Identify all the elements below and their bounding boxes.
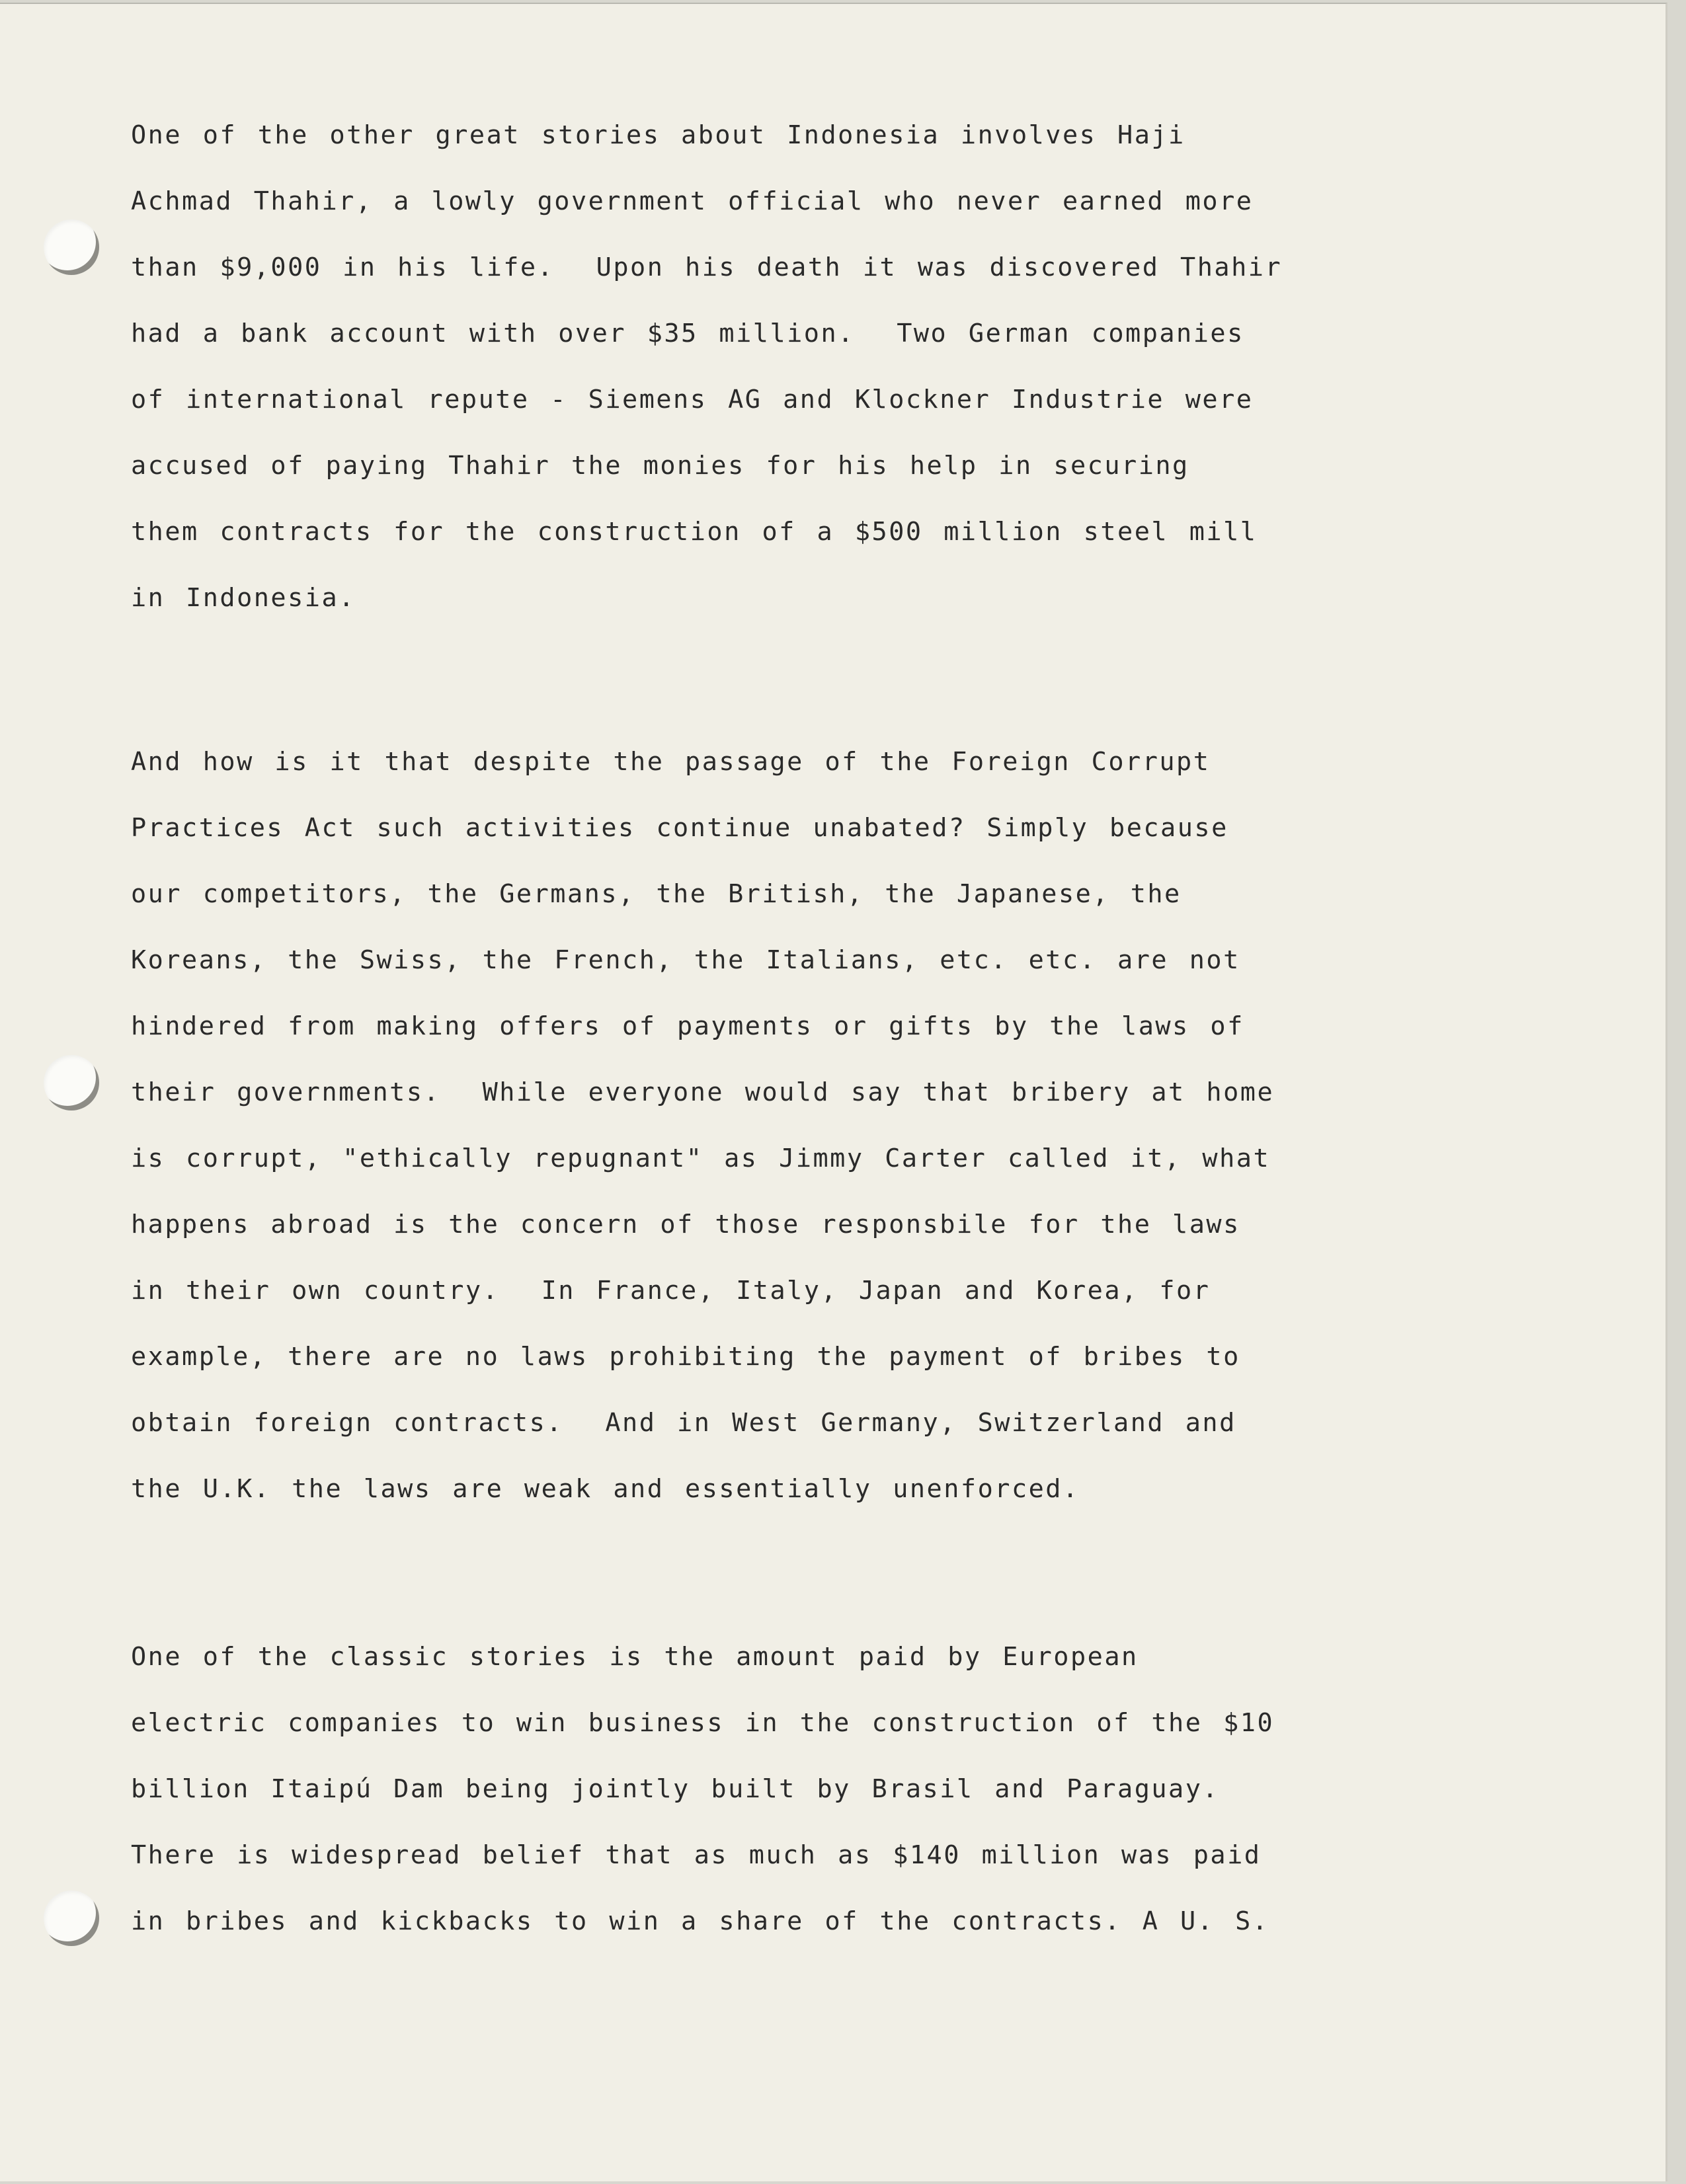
paragraph-fcpa	[131, 739, 1586, 1532]
text-line: had a bank account with over $35 million. Two German companies	[131, 319, 1244, 348]
binder-hole-bottom	[44, 1891, 99, 1946]
text-line: electric companies to win business in the construction of the $10	[131, 1708, 1275, 1738]
binder-hole-middle	[44, 1055, 99, 1111]
text-line: than $9,000 in his life. Upon his death it was discovered Thahir	[131, 253, 1283, 282]
binder-hole-top	[44, 219, 99, 275]
paragraph-itaipu	[131, 1634, 1586, 1965]
document-body	[131, 112, 1586, 1965]
text-line: There is widespread belief that as much as $140 million was paid	[131, 1840, 1262, 1870]
text-line: hindered from making offers of payments or gifts by the laws of	[131, 1011, 1244, 1041]
text-line: example, there are no laws prohibiting the payment of bribes to	[131, 1342, 1240, 1372]
text-line: our competitors, the Germans, the British, the Japanese, the	[131, 879, 1182, 909]
text-line: in Indonesia.	[131, 583, 356, 613]
text-line: obtain foreign contracts. And in West Germany, Switzerland and	[131, 1408, 1236, 1438]
text-line: And how is it that despite the passage of the Foreign Corrupt	[131, 747, 1211, 777]
text-line: Koreans, the Swiss, the French, the Italians, etc. etc. are not	[131, 945, 1240, 975]
text-line: them contracts for the construction of a $500 million steel mill	[131, 517, 1258, 547]
text-line: their governments. While everyone would say that bribery at home	[131, 1077, 1275, 1107]
text-line: in their own country. In France, Italy, Japan and Korea, for	[131, 1276, 1211, 1306]
text-line: is corrupt, "ethically repugnant" as Jimmy Carter called it, what	[131, 1144, 1271, 1173]
paragraph-thahir	[131, 112, 1586, 641]
paragraph-gap	[131, 1532, 1586, 1634]
text-line: happens abroad is the concern of those responsbile for the laws	[131, 1210, 1240, 1239]
text-line: Achmad Thahir, a lowly government official who never earned more	[131, 186, 1254, 216]
text-line: billion Itaipú Dam being jointly built by Brasil and Paraguay.	[131, 1774, 1220, 1804]
paragraph-gap	[131, 641, 1586, 739]
text-line: of international repute - Siemens AG and Klockner Industrie were	[131, 385, 1254, 414]
text-line: Practices Act such activities continue unabated? Simply because	[131, 813, 1228, 843]
text-line: One of the classic stories is the amount paid by European	[131, 1642, 1139, 1672]
text-line: in bribes and kickbacks to win a share of the contracts. A U. S.	[131, 1906, 1269, 1936]
text-line: One of the other great stories about Indonesia involves Haji	[131, 120, 1185, 150]
text-line: accused of paying Thahir the monies for his help in securing	[131, 451, 1189, 481]
text-line: the U.K. the laws are weak and essentially unenforced.	[131, 1474, 1080, 1504]
